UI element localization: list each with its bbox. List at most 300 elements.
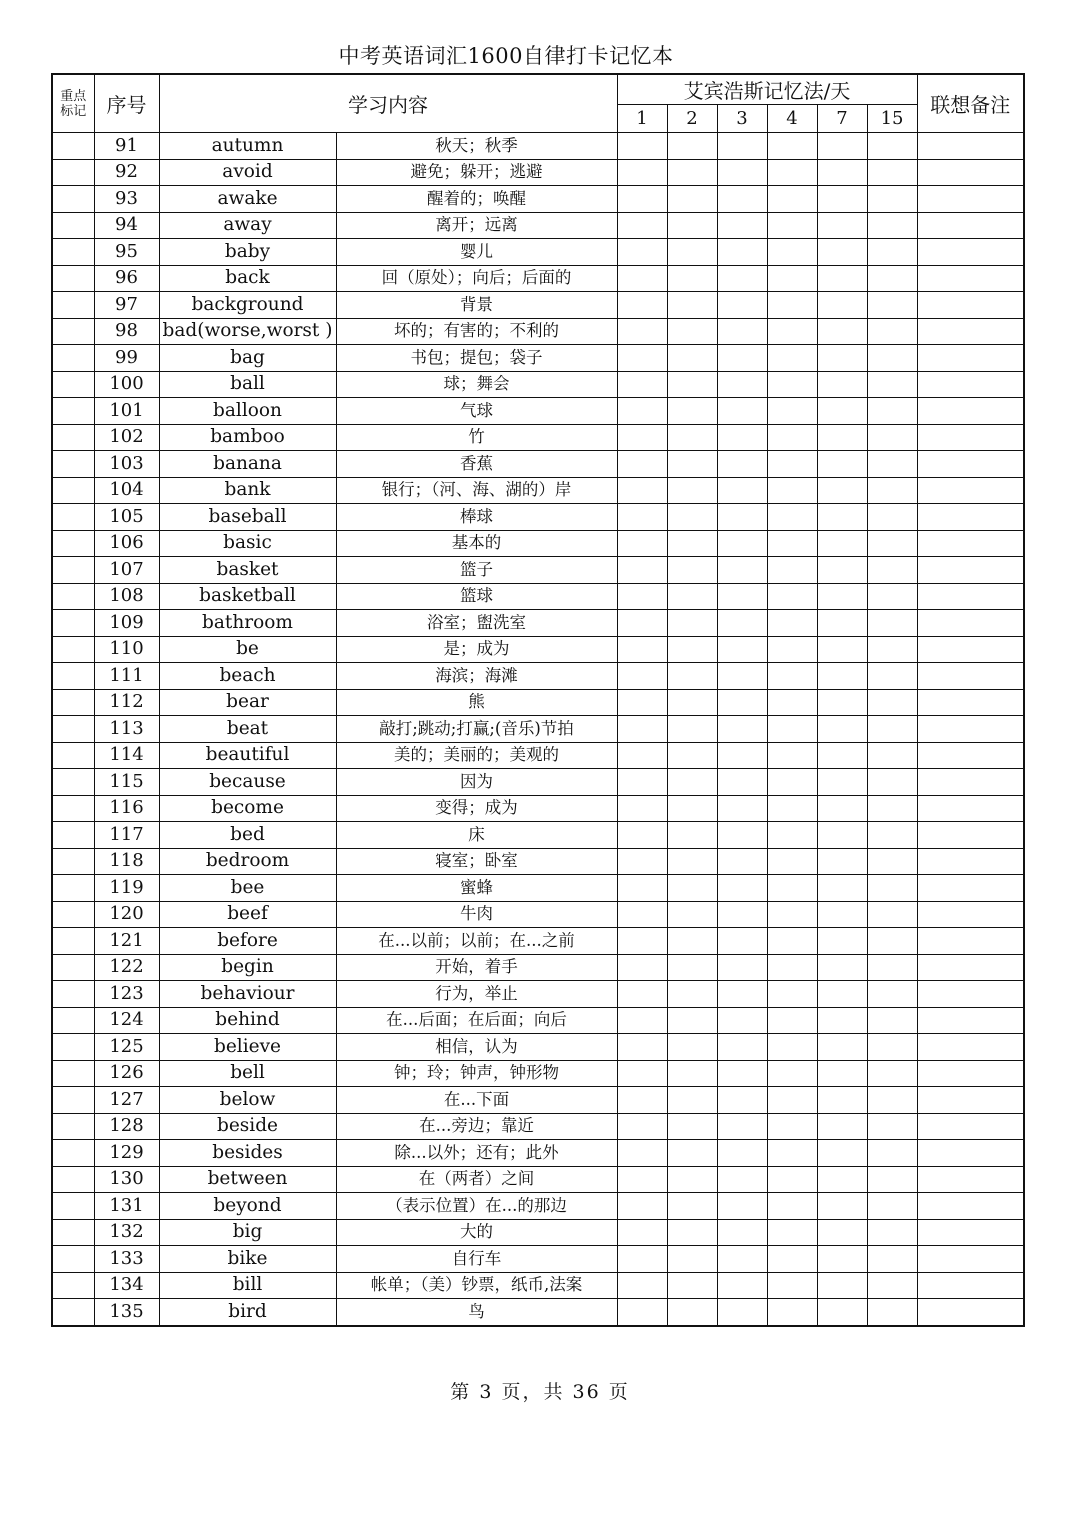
notes-cell[interactable] xyxy=(917,875,1024,902)
review-day-3-cell[interactable] xyxy=(717,981,767,1008)
review-day-4-cell[interactable] xyxy=(767,318,817,345)
review-day-3-cell[interactable] xyxy=(717,954,767,981)
review-day-1-cell[interactable] xyxy=(617,371,667,398)
review-day-1-cell[interactable] xyxy=(617,981,667,1008)
review-day-2-cell[interactable] xyxy=(667,212,717,239)
review-day-7-cell[interactable] xyxy=(817,636,867,663)
review-day-3-cell[interactable] xyxy=(717,504,767,531)
review-day-3-cell[interactable] xyxy=(717,239,767,266)
review-day-1-cell[interactable] xyxy=(617,1272,667,1299)
mark-cell[interactable] xyxy=(52,451,94,478)
review-day-15-cell[interactable] xyxy=(867,424,917,451)
notes-cell[interactable] xyxy=(917,1219,1024,1246)
notes-cell[interactable] xyxy=(917,769,1024,796)
review-day-7-cell[interactable] xyxy=(817,769,867,796)
review-day-2-cell[interactable] xyxy=(667,186,717,213)
review-day-3-cell[interactable] xyxy=(717,875,767,902)
review-day-4-cell[interactable] xyxy=(767,451,817,478)
review-day-2-cell[interactable] xyxy=(667,663,717,690)
review-day-3-cell[interactable] xyxy=(717,530,767,557)
review-day-2-cell[interactable] xyxy=(667,901,717,928)
review-day-4-cell[interactable] xyxy=(767,557,817,584)
review-day-7-cell[interactable] xyxy=(817,1272,867,1299)
review-day-15-cell[interactable] xyxy=(867,848,917,875)
review-day-4-cell[interactable] xyxy=(767,875,817,902)
review-day-1-cell[interactable] xyxy=(617,345,667,372)
notes-cell[interactable] xyxy=(917,848,1024,875)
notes-cell[interactable] xyxy=(917,663,1024,690)
review-day-3-cell[interactable] xyxy=(717,689,767,716)
review-day-4-cell[interactable] xyxy=(767,769,817,796)
review-day-3-cell[interactable] xyxy=(717,1007,767,1034)
review-day-1-cell[interactable] xyxy=(617,716,667,743)
review-day-3-cell[interactable] xyxy=(717,557,767,584)
review-day-1-cell[interactable] xyxy=(617,636,667,663)
review-day-3-cell[interactable] xyxy=(717,1034,767,1061)
review-day-7-cell[interactable] xyxy=(817,583,867,610)
review-day-1-cell[interactable] xyxy=(617,954,667,981)
review-day-2-cell[interactable] xyxy=(667,239,717,266)
review-day-7-cell[interactable] xyxy=(817,477,867,504)
review-day-1-cell[interactable] xyxy=(617,822,667,849)
review-day-2-cell[interactable] xyxy=(667,477,717,504)
review-day-7-cell[interactable] xyxy=(817,1166,867,1193)
notes-cell[interactable] xyxy=(917,451,1024,478)
review-day-7-cell[interactable] xyxy=(817,716,867,743)
review-day-7-cell[interactable] xyxy=(817,981,867,1008)
review-day-2-cell[interactable] xyxy=(667,1060,717,1087)
notes-cell[interactable] xyxy=(917,742,1024,769)
review-day-2-cell[interactable] xyxy=(667,451,717,478)
mark-cell[interactable] xyxy=(52,822,94,849)
review-day-3-cell[interactable] xyxy=(717,477,767,504)
notes-cell[interactable] xyxy=(917,1246,1024,1273)
review-day-2-cell[interactable] xyxy=(667,159,717,186)
review-day-7-cell[interactable] xyxy=(817,318,867,345)
review-day-1-cell[interactable] xyxy=(617,398,667,425)
review-day-1-cell[interactable] xyxy=(617,795,667,822)
notes-cell[interactable] xyxy=(917,1034,1024,1061)
review-day-1-cell[interactable] xyxy=(617,1219,667,1246)
review-day-4-cell[interactable] xyxy=(767,1219,817,1246)
mark-cell[interactable] xyxy=(52,636,94,663)
review-day-4-cell[interactable] xyxy=(767,159,817,186)
review-day-2-cell[interactable] xyxy=(667,345,717,372)
review-day-3-cell[interactable] xyxy=(717,265,767,292)
review-day-7-cell[interactable] xyxy=(817,822,867,849)
review-day-15-cell[interactable] xyxy=(867,1246,917,1273)
review-day-3-cell[interactable] xyxy=(717,901,767,928)
review-day-1-cell[interactable] xyxy=(617,451,667,478)
review-day-2-cell[interactable] xyxy=(667,292,717,319)
review-day-1-cell[interactable] xyxy=(617,1113,667,1140)
mark-cell[interactable] xyxy=(52,239,94,266)
review-day-1-cell[interactable] xyxy=(617,689,667,716)
review-day-3-cell[interactable] xyxy=(717,292,767,319)
review-day-7-cell[interactable] xyxy=(817,239,867,266)
review-day-3-cell[interactable] xyxy=(717,133,767,160)
review-day-4-cell[interactable] xyxy=(767,1034,817,1061)
review-day-3-cell[interactable] xyxy=(717,159,767,186)
review-day-4-cell[interactable] xyxy=(767,742,817,769)
review-day-4-cell[interactable] xyxy=(767,928,817,955)
review-day-15-cell[interactable] xyxy=(867,1060,917,1087)
notes-cell[interactable] xyxy=(917,530,1024,557)
review-day-3-cell[interactable] xyxy=(717,742,767,769)
notes-cell[interactable] xyxy=(917,318,1024,345)
review-day-1-cell[interactable] xyxy=(617,318,667,345)
mark-cell[interactable] xyxy=(52,186,94,213)
review-day-4-cell[interactable] xyxy=(767,1113,817,1140)
notes-cell[interactable] xyxy=(917,1193,1024,1220)
review-day-7-cell[interactable] xyxy=(817,530,867,557)
mark-cell[interactable] xyxy=(52,1113,94,1140)
review-day-3-cell[interactable] xyxy=(717,398,767,425)
review-day-2-cell[interactable] xyxy=(667,1299,717,1326)
review-day-2-cell[interactable] xyxy=(667,398,717,425)
notes-cell[interactable] xyxy=(917,795,1024,822)
notes-cell[interactable] xyxy=(917,424,1024,451)
review-day-15-cell[interactable] xyxy=(867,901,917,928)
review-day-4-cell[interactable] xyxy=(767,954,817,981)
review-day-2-cell[interactable] xyxy=(667,1087,717,1114)
mark-cell[interactable] xyxy=(52,1193,94,1220)
review-day-2-cell[interactable] xyxy=(667,133,717,160)
review-day-1-cell[interactable] xyxy=(617,901,667,928)
review-day-1-cell[interactable] xyxy=(617,1060,667,1087)
notes-cell[interactable] xyxy=(917,901,1024,928)
review-day-2-cell[interactable] xyxy=(667,1219,717,1246)
mark-cell[interactable] xyxy=(52,424,94,451)
review-day-1-cell[interactable] xyxy=(617,530,667,557)
review-day-2-cell[interactable] xyxy=(667,742,717,769)
review-day-4-cell[interactable] xyxy=(767,636,817,663)
review-day-15-cell[interactable] xyxy=(867,557,917,584)
review-day-3-cell[interactable] xyxy=(717,1060,767,1087)
mark-cell[interactable] xyxy=(52,875,94,902)
review-day-2-cell[interactable] xyxy=(667,1246,717,1273)
review-day-2-cell[interactable] xyxy=(667,689,717,716)
mark-cell[interactable] xyxy=(52,1060,94,1087)
mark-cell[interactable] xyxy=(52,663,94,690)
review-day-7-cell[interactable] xyxy=(817,557,867,584)
review-day-7-cell[interactable] xyxy=(817,1007,867,1034)
mark-cell[interactable] xyxy=(52,954,94,981)
review-day-4-cell[interactable] xyxy=(767,265,817,292)
review-day-1-cell[interactable] xyxy=(617,239,667,266)
mark-cell[interactable] xyxy=(52,345,94,372)
review-day-4-cell[interactable] xyxy=(767,239,817,266)
review-day-2-cell[interactable] xyxy=(667,928,717,955)
review-day-1-cell[interactable] xyxy=(617,1193,667,1220)
review-day-15-cell[interactable] xyxy=(867,398,917,425)
review-day-2-cell[interactable] xyxy=(667,716,717,743)
review-day-15-cell[interactable] xyxy=(867,1034,917,1061)
review-day-15-cell[interactable] xyxy=(867,159,917,186)
mark-cell[interactable] xyxy=(52,848,94,875)
review-day-7-cell[interactable] xyxy=(817,159,867,186)
review-day-3-cell[interactable] xyxy=(717,663,767,690)
review-day-2-cell[interactable] xyxy=(667,822,717,849)
mark-cell[interactable] xyxy=(52,769,94,796)
review-day-15-cell[interactable] xyxy=(867,345,917,372)
mark-cell[interactable] xyxy=(52,265,94,292)
review-day-15-cell[interactable] xyxy=(867,1140,917,1167)
review-day-2-cell[interactable] xyxy=(667,530,717,557)
review-day-4-cell[interactable] xyxy=(767,1007,817,1034)
review-day-2-cell[interactable] xyxy=(667,875,717,902)
review-day-2-cell[interactable] xyxy=(667,1166,717,1193)
mark-cell[interactable] xyxy=(52,742,94,769)
review-day-4-cell[interactable] xyxy=(767,1272,817,1299)
mark-cell[interactable] xyxy=(52,398,94,425)
review-day-1-cell[interactable] xyxy=(617,424,667,451)
notes-cell[interactable] xyxy=(917,716,1024,743)
review-day-4-cell[interactable] xyxy=(767,186,817,213)
review-day-7-cell[interactable] xyxy=(817,610,867,637)
notes-cell[interactable] xyxy=(917,928,1024,955)
mark-cell[interactable] xyxy=(52,292,94,319)
review-day-15-cell[interactable] xyxy=(867,186,917,213)
mark-cell[interactable] xyxy=(52,1007,94,1034)
review-day-3-cell[interactable] xyxy=(717,583,767,610)
mark-cell[interactable] xyxy=(52,477,94,504)
mark-cell[interactable] xyxy=(52,1246,94,1273)
review-day-4-cell[interactable] xyxy=(767,1166,817,1193)
review-day-4-cell[interactable] xyxy=(767,398,817,425)
review-day-7-cell[interactable] xyxy=(817,1299,867,1326)
review-day-4-cell[interactable] xyxy=(767,1060,817,1087)
review-day-7-cell[interactable] xyxy=(817,504,867,531)
notes-cell[interactable] xyxy=(917,186,1024,213)
review-day-3-cell[interactable] xyxy=(717,1087,767,1114)
notes-cell[interactable] xyxy=(917,583,1024,610)
notes-cell[interactable] xyxy=(917,636,1024,663)
review-day-1-cell[interactable] xyxy=(617,186,667,213)
notes-cell[interactable] xyxy=(917,292,1024,319)
notes-cell[interactable] xyxy=(917,371,1024,398)
notes-cell[interactable] xyxy=(917,265,1024,292)
review-day-2-cell[interactable] xyxy=(667,371,717,398)
notes-cell[interactable] xyxy=(917,159,1024,186)
notes-cell[interactable] xyxy=(917,954,1024,981)
mark-cell[interactable] xyxy=(52,1219,94,1246)
review-day-7-cell[interactable] xyxy=(817,954,867,981)
review-day-7-cell[interactable] xyxy=(817,1034,867,1061)
review-day-15-cell[interactable] xyxy=(867,1299,917,1326)
review-day-7-cell[interactable] xyxy=(817,875,867,902)
review-day-7-cell[interactable] xyxy=(817,1087,867,1114)
review-day-15-cell[interactable] xyxy=(867,822,917,849)
review-day-4-cell[interactable] xyxy=(767,1087,817,1114)
review-day-4-cell[interactable] xyxy=(767,504,817,531)
review-day-3-cell[interactable] xyxy=(717,1299,767,1326)
mark-cell[interactable] xyxy=(52,504,94,531)
review-day-15-cell[interactable] xyxy=(867,1193,917,1220)
mark-cell[interactable] xyxy=(52,530,94,557)
review-day-3-cell[interactable] xyxy=(717,318,767,345)
review-day-1-cell[interactable] xyxy=(617,1007,667,1034)
mark-cell[interactable] xyxy=(52,212,94,239)
review-day-3-cell[interactable] xyxy=(717,769,767,796)
review-day-15-cell[interactable] xyxy=(867,610,917,637)
review-day-15-cell[interactable] xyxy=(867,742,917,769)
review-day-4-cell[interactable] xyxy=(767,610,817,637)
review-day-1-cell[interactable] xyxy=(617,557,667,584)
review-day-15-cell[interactable] xyxy=(867,212,917,239)
review-day-3-cell[interactable] xyxy=(717,1140,767,1167)
review-day-15-cell[interactable] xyxy=(867,1007,917,1034)
review-day-4-cell[interactable] xyxy=(767,530,817,557)
review-day-2-cell[interactable] xyxy=(667,424,717,451)
review-day-15-cell[interactable] xyxy=(867,795,917,822)
review-day-3-cell[interactable] xyxy=(717,1272,767,1299)
review-day-1-cell[interactable] xyxy=(617,1166,667,1193)
review-day-3-cell[interactable] xyxy=(717,371,767,398)
review-day-15-cell[interactable] xyxy=(867,530,917,557)
review-day-4-cell[interactable] xyxy=(767,795,817,822)
review-day-7-cell[interactable] xyxy=(817,742,867,769)
review-day-3-cell[interactable] xyxy=(717,848,767,875)
review-day-1-cell[interactable] xyxy=(617,663,667,690)
review-day-2-cell[interactable] xyxy=(667,636,717,663)
review-day-1-cell[interactable] xyxy=(617,875,667,902)
review-day-2-cell[interactable] xyxy=(667,557,717,584)
review-day-2-cell[interactable] xyxy=(667,1140,717,1167)
mark-cell[interactable] xyxy=(52,583,94,610)
review-day-15-cell[interactable] xyxy=(867,663,917,690)
review-day-4-cell[interactable] xyxy=(767,848,817,875)
review-day-2-cell[interactable] xyxy=(667,1272,717,1299)
notes-cell[interactable] xyxy=(917,981,1024,1008)
review-day-3-cell[interactable] xyxy=(717,822,767,849)
notes-cell[interactable] xyxy=(917,239,1024,266)
notes-cell[interactable] xyxy=(917,822,1024,849)
review-day-7-cell[interactable] xyxy=(817,1140,867,1167)
mark-cell[interactable] xyxy=(52,1034,94,1061)
review-day-1-cell[interactable] xyxy=(617,159,667,186)
review-day-3-cell[interactable] xyxy=(717,424,767,451)
mark-cell[interactable] xyxy=(52,610,94,637)
review-day-3-cell[interactable] xyxy=(717,345,767,372)
review-day-2-cell[interactable] xyxy=(667,583,717,610)
review-day-15-cell[interactable] xyxy=(867,769,917,796)
notes-cell[interactable] xyxy=(917,212,1024,239)
notes-cell[interactable] xyxy=(917,1166,1024,1193)
review-day-1-cell[interactable] xyxy=(617,769,667,796)
review-day-4-cell[interactable] xyxy=(767,663,817,690)
review-day-7-cell[interactable] xyxy=(817,901,867,928)
review-day-4-cell[interactable] xyxy=(767,1246,817,1273)
review-day-2-cell[interactable] xyxy=(667,848,717,875)
review-day-2-cell[interactable] xyxy=(667,1193,717,1220)
review-day-7-cell[interactable] xyxy=(817,265,867,292)
review-day-1-cell[interactable] xyxy=(617,265,667,292)
review-day-2-cell[interactable] xyxy=(667,795,717,822)
review-day-3-cell[interactable] xyxy=(717,610,767,637)
review-day-1-cell[interactable] xyxy=(617,1299,667,1326)
review-day-1-cell[interactable] xyxy=(617,610,667,637)
mark-cell[interactable] xyxy=(52,133,94,160)
review-day-2-cell[interactable] xyxy=(667,1034,717,1061)
review-day-7-cell[interactable] xyxy=(817,371,867,398)
notes-cell[interactable] xyxy=(917,133,1024,160)
review-day-1-cell[interactable] xyxy=(617,848,667,875)
review-day-4-cell[interactable] xyxy=(767,583,817,610)
review-day-4-cell[interactable] xyxy=(767,212,817,239)
mark-cell[interactable] xyxy=(52,159,94,186)
review-day-4-cell[interactable] xyxy=(767,822,817,849)
notes-cell[interactable] xyxy=(917,1272,1024,1299)
review-day-7-cell[interactable] xyxy=(817,133,867,160)
review-day-7-cell[interactable] xyxy=(817,398,867,425)
review-day-3-cell[interactable] xyxy=(717,1219,767,1246)
notes-cell[interactable] xyxy=(917,477,1024,504)
review-day-15-cell[interactable] xyxy=(867,504,917,531)
review-day-3-cell[interactable] xyxy=(717,636,767,663)
review-day-1-cell[interactable] xyxy=(617,292,667,319)
notes-cell[interactable] xyxy=(917,1140,1024,1167)
review-day-3-cell[interactable] xyxy=(717,186,767,213)
review-day-3-cell[interactable] xyxy=(717,1193,767,1220)
review-day-1-cell[interactable] xyxy=(617,1140,667,1167)
review-day-1-cell[interactable] xyxy=(617,133,667,160)
review-day-3-cell[interactable] xyxy=(717,928,767,955)
review-day-4-cell[interactable] xyxy=(767,345,817,372)
review-day-7-cell[interactable] xyxy=(817,848,867,875)
review-day-2-cell[interactable] xyxy=(667,954,717,981)
review-day-15-cell[interactable] xyxy=(867,1219,917,1246)
review-day-7-cell[interactable] xyxy=(817,1219,867,1246)
review-day-4-cell[interactable] xyxy=(767,689,817,716)
review-day-15-cell[interactable] xyxy=(867,265,917,292)
review-day-4-cell[interactable] xyxy=(767,371,817,398)
notes-cell[interactable] xyxy=(917,1299,1024,1326)
notes-cell[interactable] xyxy=(917,557,1024,584)
review-day-1-cell[interactable] xyxy=(617,212,667,239)
review-day-15-cell[interactable] xyxy=(867,636,917,663)
review-day-15-cell[interactable] xyxy=(867,451,917,478)
mark-cell[interactable] xyxy=(52,1299,94,1326)
review-day-15-cell[interactable] xyxy=(867,292,917,319)
review-day-3-cell[interactable] xyxy=(717,1113,767,1140)
review-day-4-cell[interactable] xyxy=(767,901,817,928)
mark-cell[interactable] xyxy=(52,689,94,716)
notes-cell[interactable] xyxy=(917,504,1024,531)
mark-cell[interactable] xyxy=(52,371,94,398)
review-day-4-cell[interactable] xyxy=(767,424,817,451)
mark-cell[interactable] xyxy=(52,901,94,928)
review-day-4-cell[interactable] xyxy=(767,1140,817,1167)
review-day-3-cell[interactable] xyxy=(717,1166,767,1193)
notes-cell[interactable] xyxy=(917,689,1024,716)
notes-cell[interactable] xyxy=(917,1113,1024,1140)
mark-cell[interactable] xyxy=(52,928,94,955)
review-day-15-cell[interactable] xyxy=(867,875,917,902)
review-day-3-cell[interactable] xyxy=(717,212,767,239)
notes-cell[interactable] xyxy=(917,345,1024,372)
review-day-15-cell[interactable] xyxy=(867,716,917,743)
review-day-15-cell[interactable] xyxy=(867,689,917,716)
review-day-4-cell[interactable] xyxy=(767,477,817,504)
review-day-15-cell[interactable] xyxy=(867,583,917,610)
review-day-15-cell[interactable] xyxy=(867,928,917,955)
review-day-7-cell[interactable] xyxy=(817,928,867,955)
review-day-7-cell[interactable] xyxy=(817,345,867,372)
review-day-3-cell[interactable] xyxy=(717,795,767,822)
review-day-1-cell[interactable] xyxy=(617,742,667,769)
review-day-2-cell[interactable] xyxy=(667,504,717,531)
